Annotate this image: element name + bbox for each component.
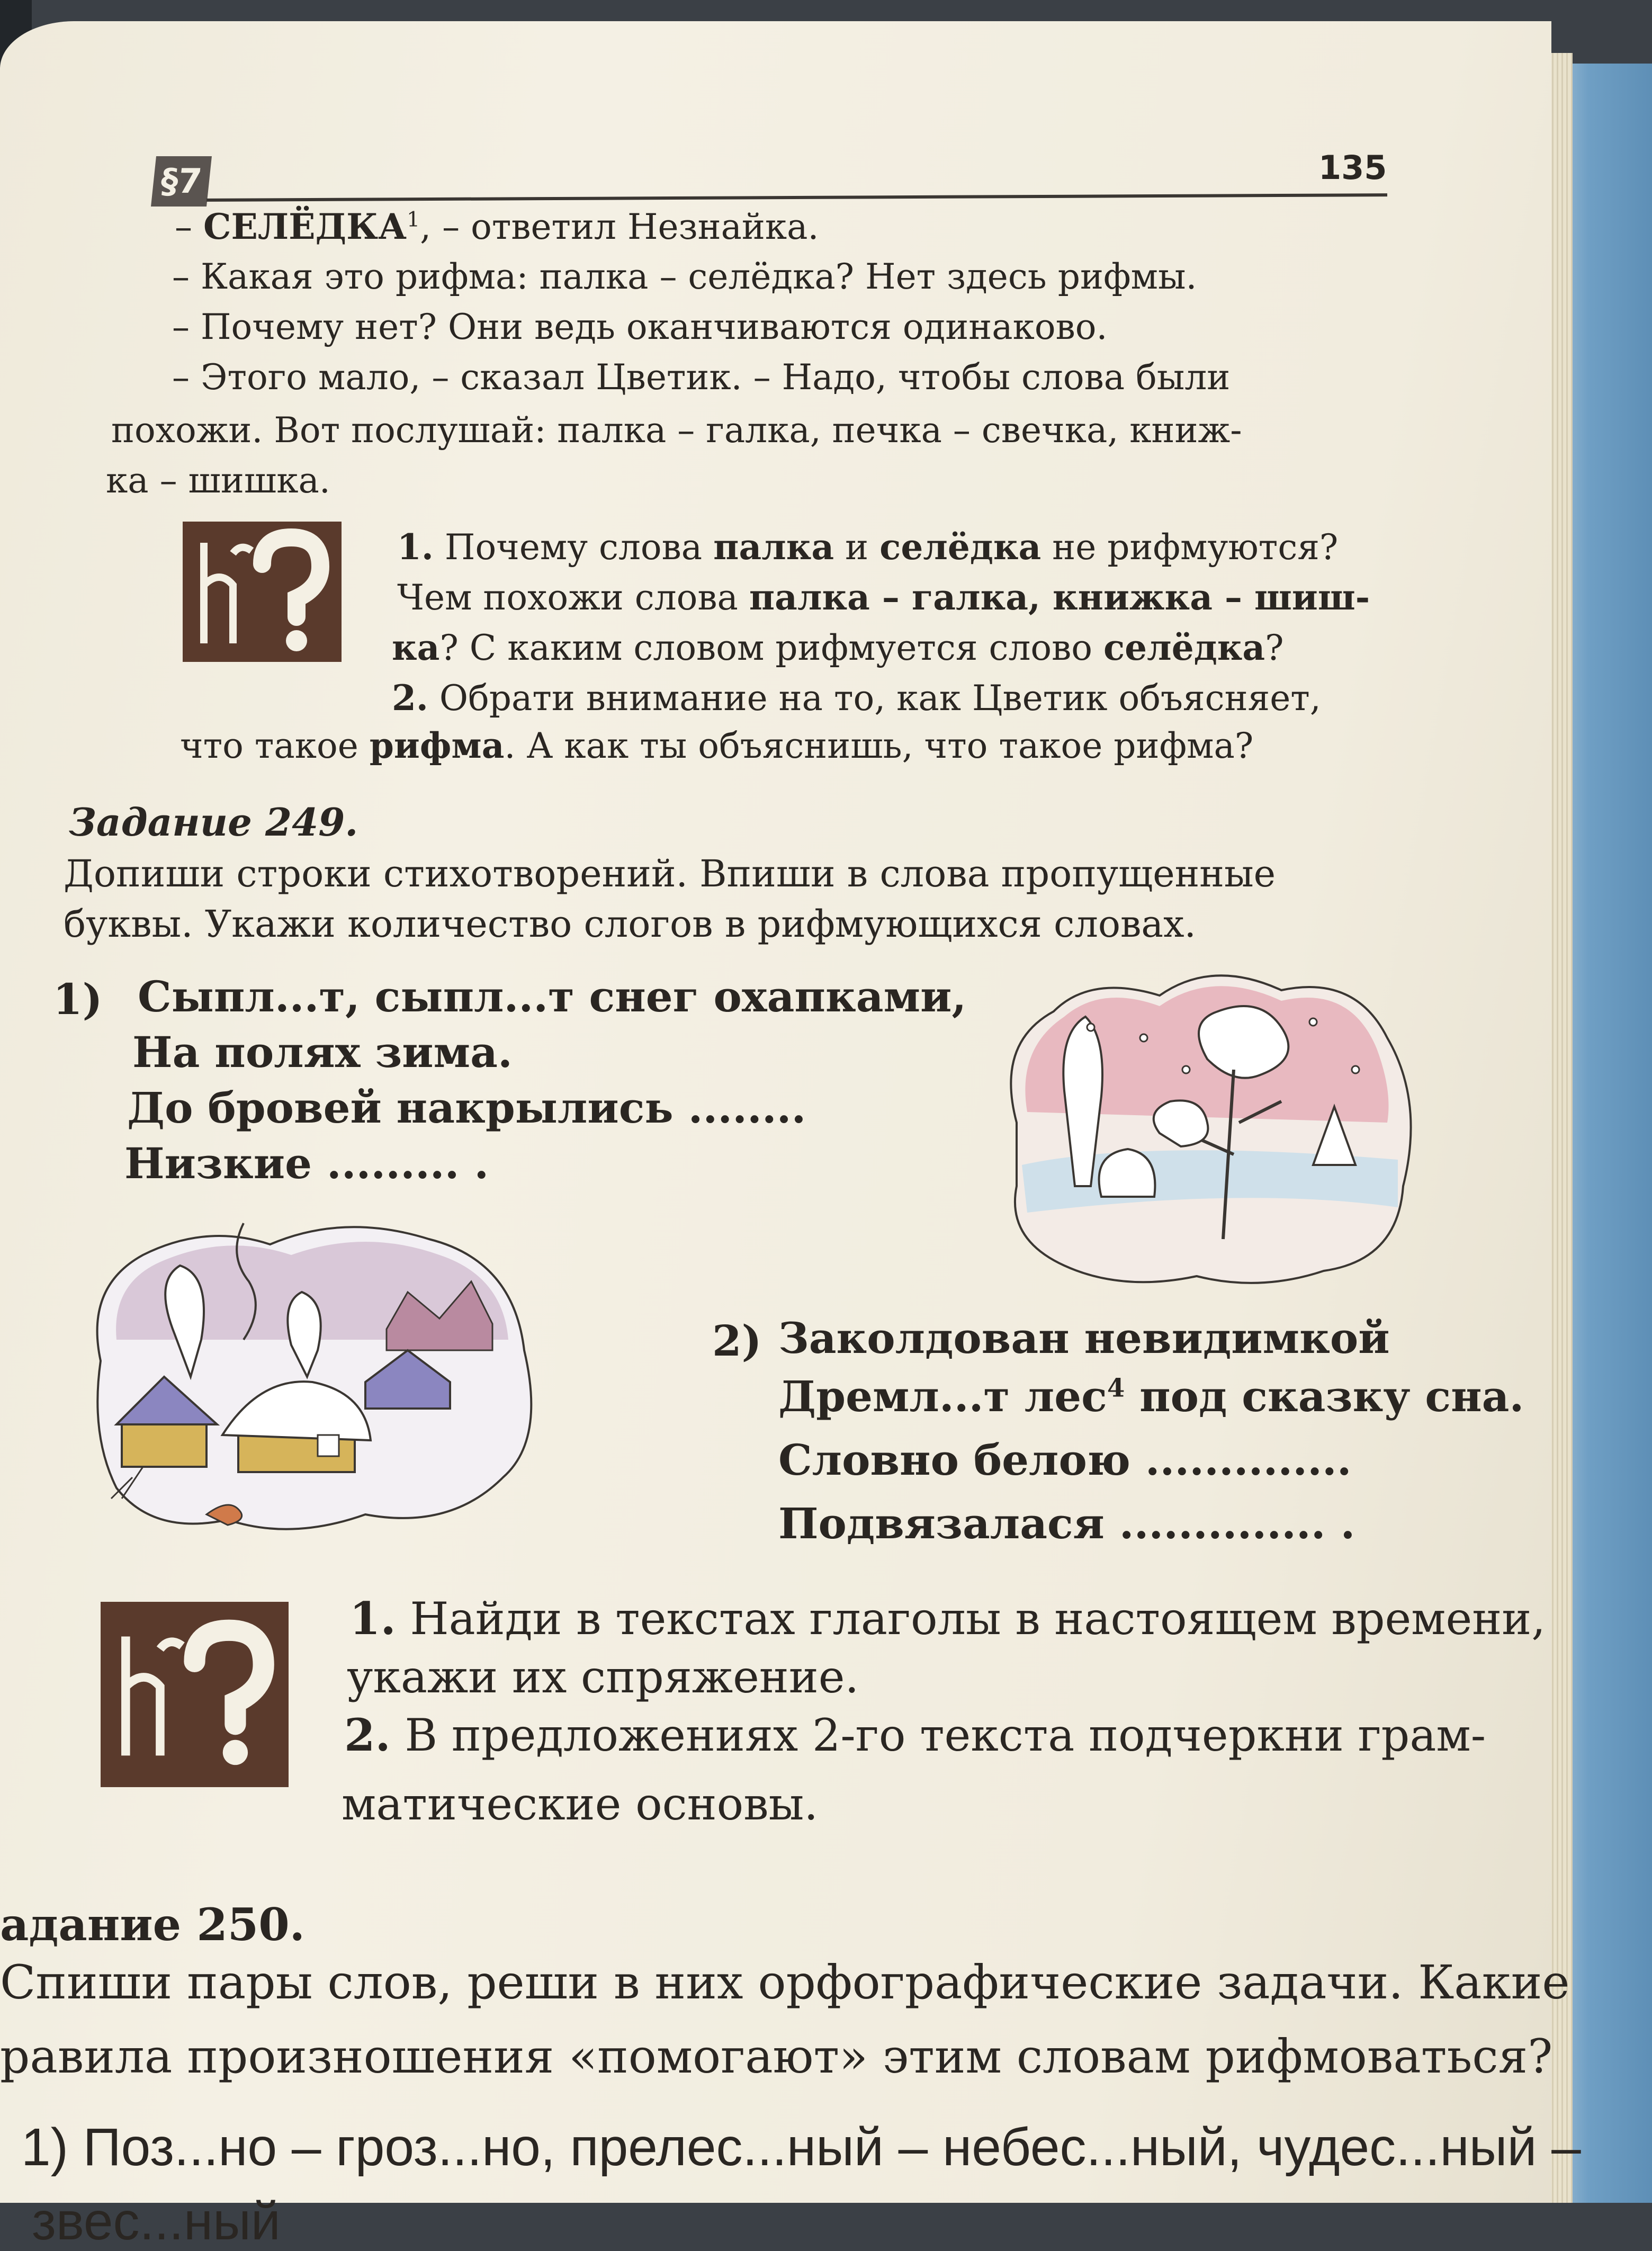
dialogue-line-3: – Почему нет? Они ведь оканчиваются одинаково. — [172, 307, 1108, 347]
poem-1-line-2: На полях зима. — [132, 1027, 513, 1077]
poem-1-line-1: Сыпл...т, сыпл...т снег охапками, — [138, 972, 967, 1021]
question-1-line-4: 2. Обрати внимание на то, как Цветик объясняет, — [392, 677, 1321, 719]
dialogue-line-5: похожи. Вот послушай: палка – галка, печка – свечка, книж- — [111, 410, 1242, 451]
question-mark-cat-icon-2 — [101, 1602, 289, 1787]
question-2-line-1: 1. Найди в текстах глаголы в настоящем времени, — [349, 1592, 1546, 1645]
task-249-title: Задание 249. — [69, 800, 358, 845]
question-1-line-1: 1. Почему слова палка и селёдка не рифмуются? — [397, 526, 1339, 568]
poem-2-number: 2) — [712, 1316, 762, 1366]
question-1-line-3: ка? С каким словом рифмуется слово селёдка? — [392, 627, 1284, 668]
poem-2-line-1: Заколдован невидимкой — [778, 1313, 1390, 1363]
textbook-page — [0, 21, 1581, 2251]
question-2-line-4: матические основы. — [342, 1778, 819, 1830]
header-rule — [206, 193, 1387, 202]
dialogue-line-4: – Этого мало, – сказал Цветик. – Надо, чтобы слова были — [172, 357, 1231, 398]
page-number: 135 — [1318, 148, 1387, 187]
poem-2-line-4: Подвязалася .............. . — [778, 1499, 1355, 1548]
poem-1-line-4: Низкие ......... . — [124, 1138, 489, 1188]
dialogue-line-6: ка – шишка. — [106, 460, 330, 501]
winter-village-illustration — [69, 1202, 556, 1546]
question-1-line-2: Чем похожи слова палка – галка, книжка – шиш- — [397, 577, 1370, 618]
dialogue-line-1: – СЕЛЁДКА$^1$, – ответил Незнайка. — [175, 206, 819, 247]
question-2-line-3: 2. В предложениях 2-го текста подчеркни грам- — [344, 1709, 1486, 1761]
poem-1-number: 1) — [53, 974, 103, 1024]
question-mark-cat-icon — [183, 522, 342, 662]
poem-2-line-3: Словно белою .............. — [778, 1435, 1352, 1485]
poem-2-line-2: Дремл...т лес$^4$ под сказку сна. — [778, 1371, 1524, 1421]
question-2-line-2: укажи их спряжение. — [347, 1651, 859, 1703]
task-250-item-1: 1) Поз...но – гроз...но, прелес...ный – небес...ный, чудес...ный – — [21, 2118, 1581, 2177]
dialogue-line-2: – Какая это рифма: палка – селёдка? Нет здесь рифмы. — [172, 256, 1197, 297]
task-250-instruction-2: равила произношения «помогают» этим словам рифмоваться? — [0, 2029, 1553, 2084]
section-badge: §7 — [151, 156, 212, 207]
winter-forest-illustration — [985, 964, 1419, 1292]
task-250-title: адание 250. — [0, 1898, 305, 1951]
poem-1-line-3: До бровей накрылись ........ — [127, 1083, 806, 1133]
task-249-instruction-2: буквы. Укажи количество слогов в рифмующихся словах. — [64, 902, 1196, 946]
task-249-instruction-1: Допиши строки стихотворений. Впиши в слова пропущенные — [64, 852, 1276, 895]
task-250-instruction-1: Спиши пары слов, реши в них орфографические задачи. Какие — [0, 1955, 1570, 2010]
task-250-item-1-cut: звес...ный — [32, 2192, 281, 2251]
question-1-line-5: что такое рифма. А как ты объяснишь, что такое рифма? — [180, 725, 1254, 766]
